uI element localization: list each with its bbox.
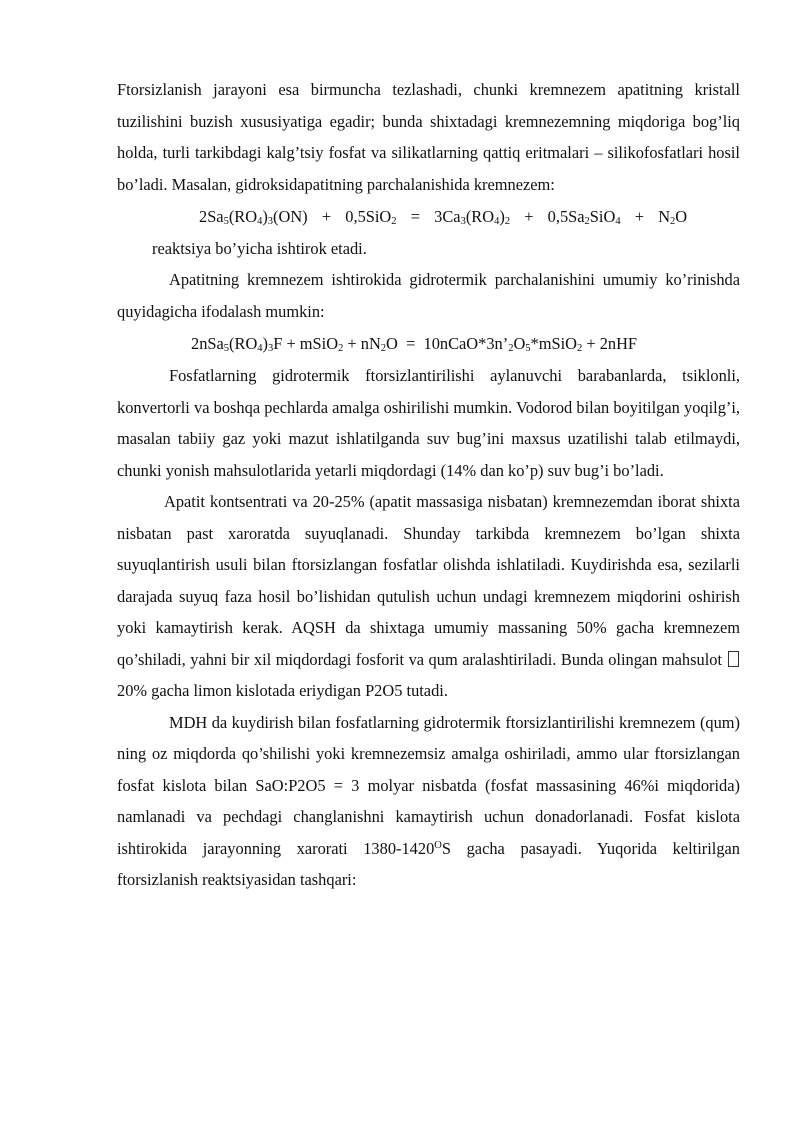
document-page	[117, 74, 740, 896]
paragraph-apatite-text: Apatit kontsentrati va 20-25% (apatit massasiga nisbatan) kremnezemdan iborat shixta nisbatan past xaroratda suyuqlanadi. Shunday tarkibda kremnezem bo’lgan shixta suyuqlantirish usuli bilan ftorsizlangan fosfatlar olishda ishlatiladi. Kuydirishda esa, sezilarli darajada suyuq faza hosil bo’lishidan qutulish uchun undagi kremnezem miqdorini oshirish yoki kamaytirish kerak. AQSH da shixtaga umumiy massaning 50% gacha kremnezem qo’shiladi, yahni bir xil miqdordagi fosforit va qum aralashtiriladi. Bunda olingan mahsulot	[117, 492, 740, 669]
paragraph-furnaces: Fosfatlarning gidrotermik ftorsizlantirilishi aylanuvchi barabanlarda, tsiklonli, konvertorli va boshqa pechlarda amalga oshirilishi mumkin. Vodorod bilan boyitilgan yoqilg’i, masalan tabiiy gaz yoki mazut ishlatilganda suv bug’ini maxsus uzatilishi talab etilmaydi, chunki yonish mahsulotlarida yetarli miqdordagi (14% dan ko’p) suv bug’i bo’ladi.	[117, 366, 740, 480]
paragraph-apatite-text-end: 20% gacha limon kislotada eriydigan P2O5 tutadi.	[117, 681, 448, 700]
paragraph-mdh	[117, 707, 740, 896]
paragraph-mdh-text-end: S gacha pasayadi. Yuqorida keltirilgan ftorsizlanish reaktsiyasidan tashqari:	[117, 838, 740, 889]
degree-superscript: O	[434, 839, 442, 851]
missing-glyph-icon	[728, 651, 739, 667]
paragraph-reaction-note: reaktsiya bo’yicha ishtirok etadi.	[152, 239, 367, 258]
equation-hydroxyapatite: $2Sa_5(RO_4)_3(ON) + 0,5SiO_2 = 3Ca_3(RO_4)_2 + 0,5Sa_2SiO_4 + N_2O$	[199, 207, 688, 227]
paragraph-mdh-text: MDH da kuydirish bilan fosfatlarning gidrotermik ftorsizlantirilishi kremnezem (qum) ning oz miqdorda qo’shilishi yoki kremnezemsiz amalga oshiriladi, ammo ular ftorsizlangan fosfat kislota bilan SaO:P2O5 = 3 molyar nisbatda (fosfat massasining 46%i miqdorida) namlanadi va pechdagi changlanishni kamaytirish uchun donadorlanadi. Fosfat kislota ishtirokida jarayonning xarorati 1380-1420	[117, 712, 740, 858]
paragraph-intro: Ftorsizlanish jarayoni esa birmuncha tezlashadi, chunki kremnezem apatitning kristall tuzilishini buzish xususiyatiga egadir; bunda shixtadagi kremnezemning miqdoriga bog’liq holda, turli tarkibdagi kalg’tsiy fosfat va silikatlarning qattiq eritmalari – silikofosfatlari hosil bo’ladi. Masalan, gidroksidapatitning parchalanishida kremnezem:	[117, 80, 740, 194]
equation-general: $2nSa_5(RO_4)_3F$ + mSiO$_2$ + $nN_2O$ = $10nCaO*3n’_2O_5*mSiO_2 + 2nHF$	[191, 334, 638, 354]
paragraph-apatite-concentrate	[117, 486, 740, 707]
paragraph-general-form: Apatitning kremnezem ishtirokida gidrotermik parchalanishini umumiy ko’rinishda quyidagicha ifodalash mumkin:	[117, 270, 740, 321]
